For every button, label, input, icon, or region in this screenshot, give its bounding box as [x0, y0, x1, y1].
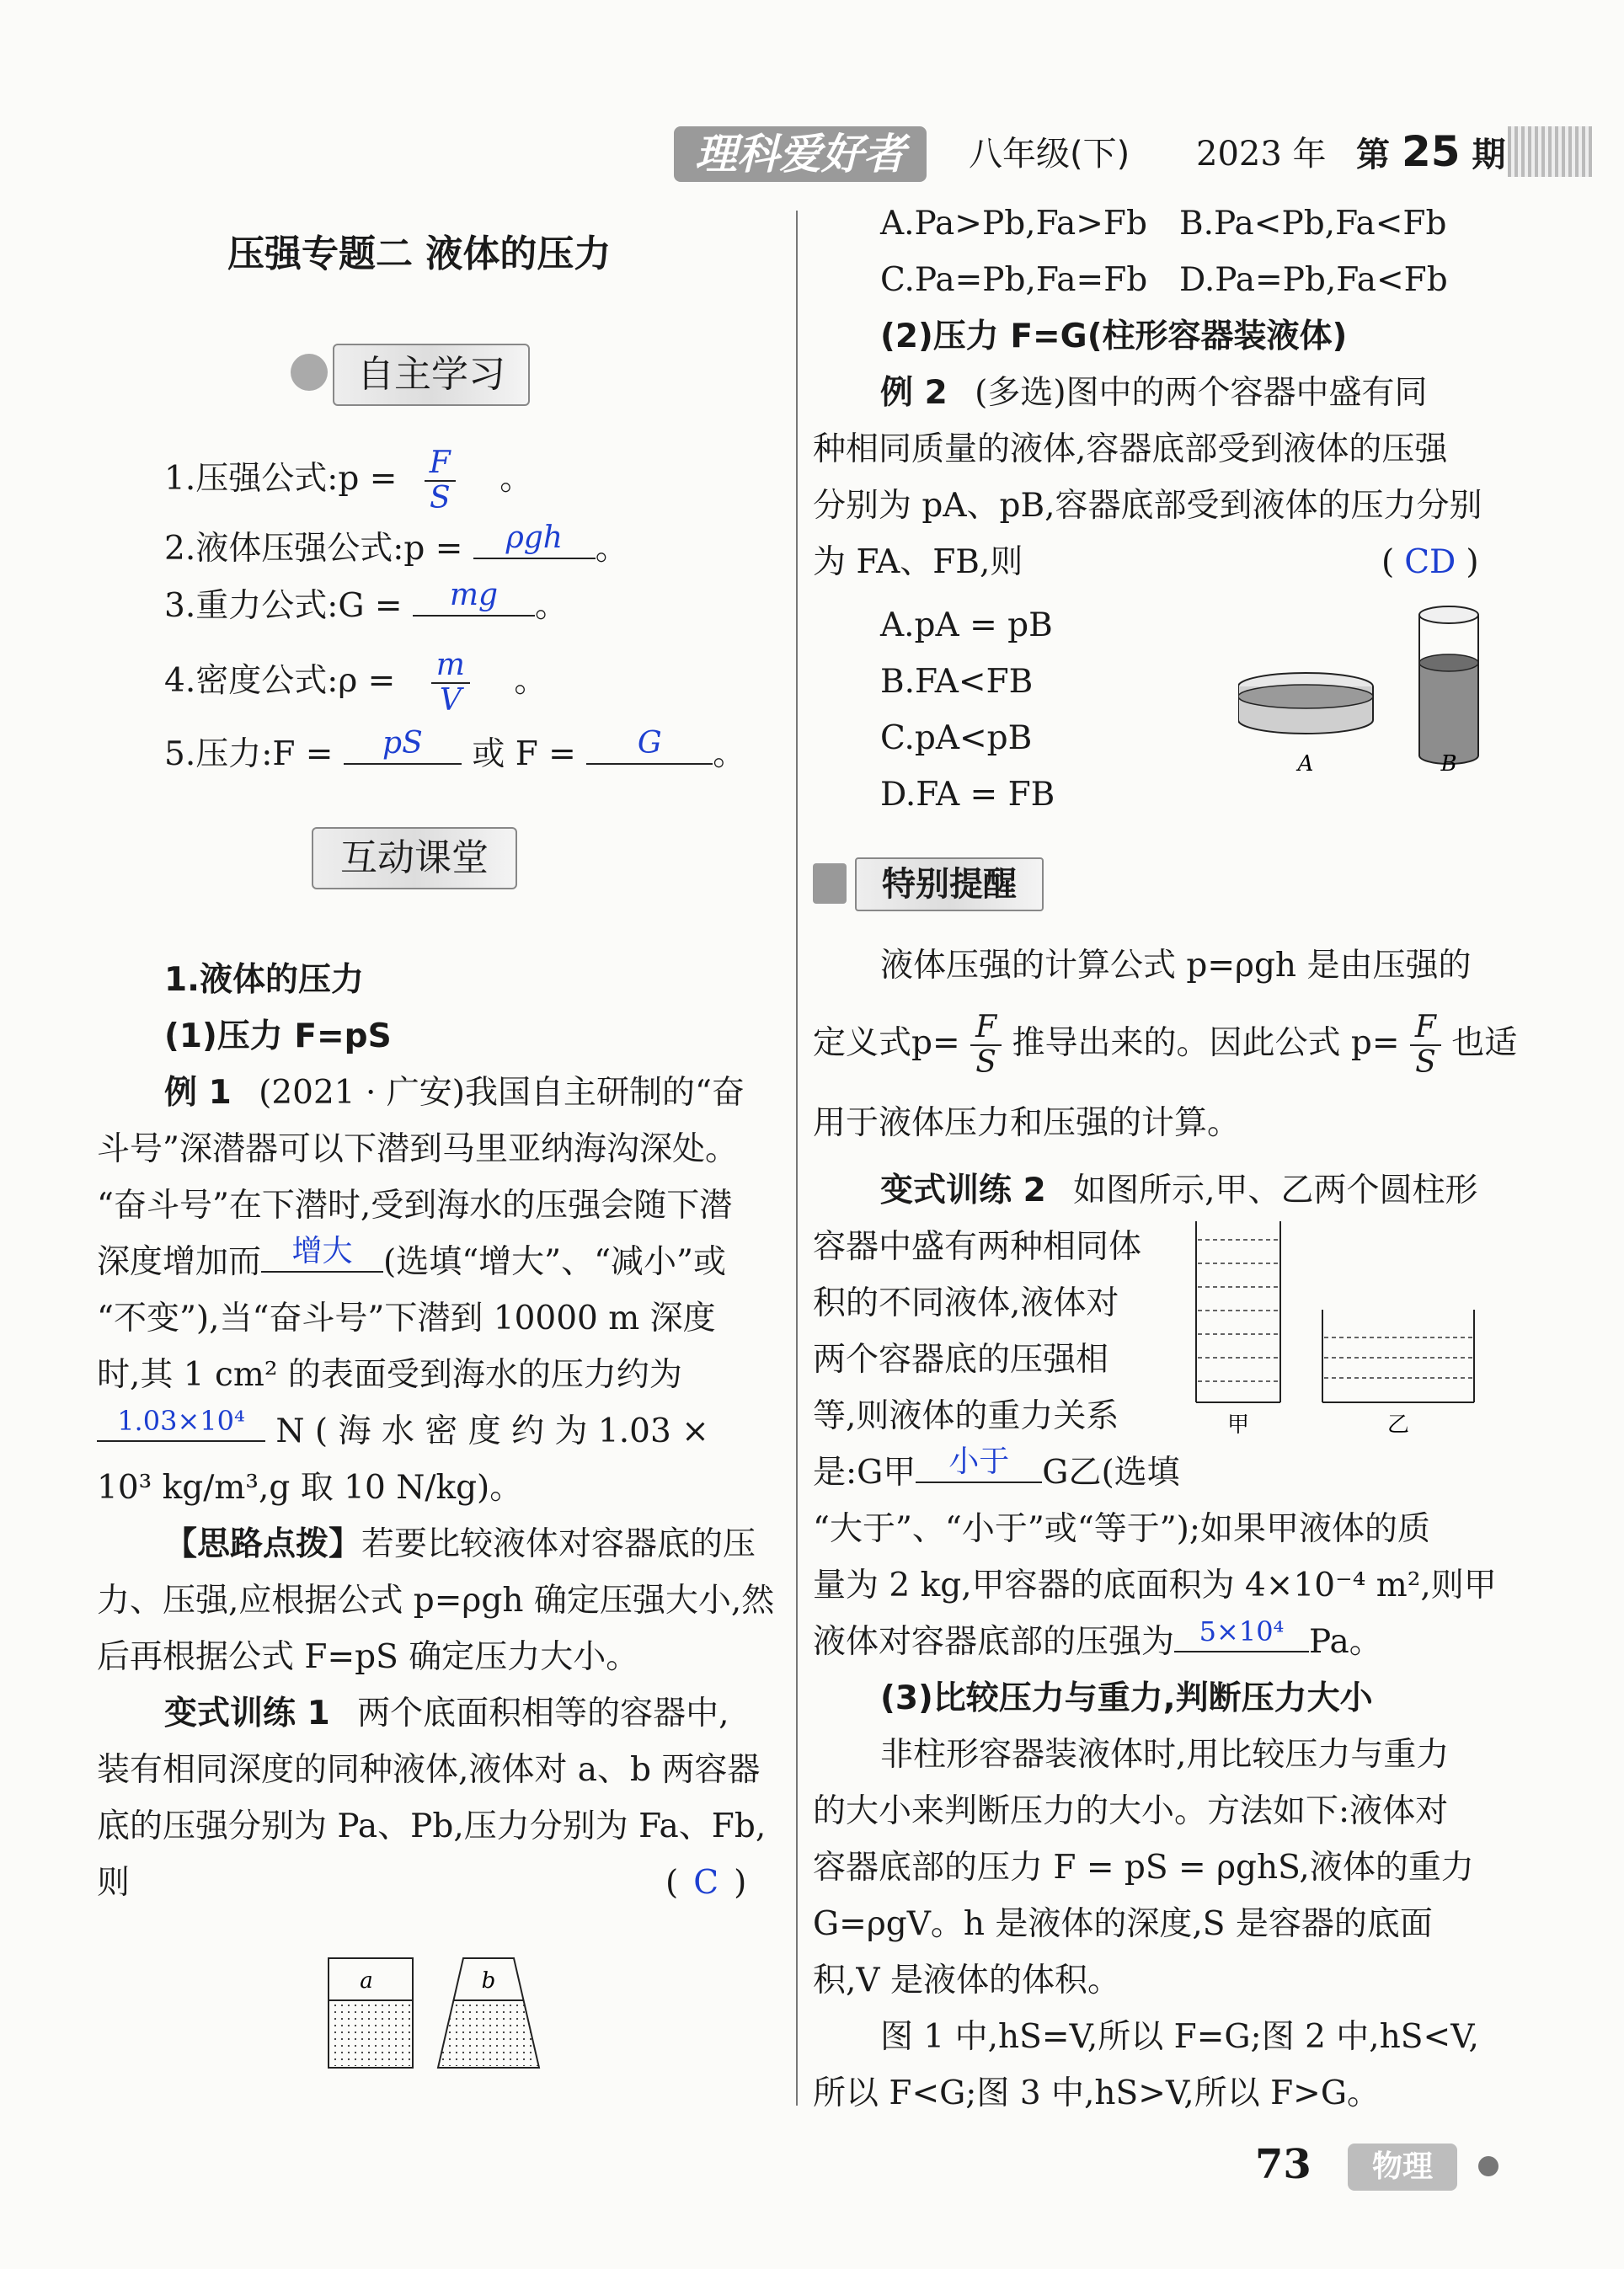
variant-2-line3: 积的不同液体,液体对	[813, 1284, 1119, 1322]
label-b: b	[481, 1968, 496, 1994]
issue-prefix: 第	[1356, 136, 1390, 174]
issue-number: 25	[1401, 127, 1461, 176]
option-1b: B.Pa<Pb,Fa<Fb	[1179, 205, 1447, 243]
page-title: 压强专题二 液体的压力	[227, 232, 612, 275]
example-2-line3: 分别为 pA、pB,容器底部受到液体的压力分别	[813, 487, 1482, 525]
variant-2-line9: 液体对容器底部的压强为 $^{5\times 10^4}$ Pa。	[813, 1615, 1382, 1661]
example-2-option-c: C.pA<pB	[880, 719, 1033, 757]
example-2-line2: 种相同质量的液体,容器底部受到液体的压强	[813, 430, 1448, 468]
variant-1-line2: 装有相同深度的同种液体,液体对 a、b 两容器	[97, 1751, 761, 1789]
example-2-line4: 为 FA、FB,则	[813, 543, 1023, 581]
header-grade: 八年级(下)	[969, 135, 1130, 174]
hint-line3: 后再根据公式 F=pS 确定压力大小。	[97, 1638, 639, 1676]
special-line2: 定义式p= $\frac{F}{S}$ 推导出来的。因此公式 p= $\frac{F}{S}$ 也适	[813, 1010, 1518, 1080]
hint-line2: 力、压强,应根据公式 p=ρgh 确定压强大小,然	[97, 1582, 775, 1620]
special-note-banner: 特别提醒	[855, 857, 1044, 911]
section-banner-interactive: 互动课堂	[312, 827, 517, 889]
option-1d: D.Pa=Pb,Fa<Fb	[1179, 261, 1448, 299]
example-1-line4: 深度增加而 增大 (选填“增大”、“减小”或	[97, 1234, 726, 1281]
example-1-line7: $^{1.03\times 10^4}$ N ( 海 水 密 度 约 为 1.03 ×	[97, 1403, 709, 1460]
formula-1: 1.压强公式:p = $\frac{F}{S}$ 。	[164, 446, 533, 515]
variant-1-line4: 则	[97, 1864, 131, 1902]
variant-1-line3: 底的压强分别为 Pa、Pb,压力分别为 Fa、Fb,	[97, 1807, 767, 1845]
subject-badge: 物理	[1348, 2144, 1457, 2191]
subheading-compare: (3)比较压力与重力,判断压力大小	[880, 1679, 1373, 1717]
variant-1-answer: ( C )	[665, 1864, 747, 1902]
variant-2-line8: 量为 2 kg,甲容器的底面积为 4×10⁻⁴ m²,则甲	[813, 1567, 1497, 1604]
example-2-option-d: D.FA = FB	[880, 776, 1055, 814]
variant-2-line5: 等,则液体的重力关系	[813, 1397, 1119, 1435]
example-1-line2: 斗号”深潜器可以下潜到马里亚纳海沟深处。	[97, 1130, 738, 1168]
para3-line4: G=ρgV。h 是液体的深度,S 是容器的底面	[813, 1905, 1433, 1943]
special-line1: 液体压强的计算公式 p=ρgh 是由压强的	[880, 947, 1472, 985]
variant-2: 变式训练 2 如图所示,甲、乙两个圆柱形	[880, 1172, 1478, 1209]
example-2-option-b: B.FA<FB	[880, 663, 1034, 701]
brand-logo: 理科爱好者	[674, 126, 927, 182]
section-banner-self-study: 自主学习	[333, 344, 530, 406]
para3-line3: 容器底部的压力 F = pS = ρghS,液体的重力	[813, 1849, 1474, 1887]
special-frac-2: $\frac{F}{S}$	[1410, 1011, 1441, 1080]
figure-containers-ab	[320, 1950, 564, 2076]
figure-containers-jia-yi	[1188, 1213, 1491, 1440]
label-a: a	[360, 1968, 373, 1994]
special-line3: 用于液体压力和压强的计算。	[813, 1104, 1241, 1142]
example-1-line5: “不变”),当“奋斗号”下潜到 10000 m 深度	[97, 1300, 716, 1337]
variant-2-line7: “大于”、“小于”或“等于”);如果甲液体的质	[813, 1510, 1430, 1548]
formula-1-answer: $\frac{F}{S}$	[425, 446, 456, 515]
variant-2-line4: 两个容器底的压强相	[813, 1341, 1109, 1379]
formula-4: 4.密度公式:ρ = $\frac{m}{V}$ 。	[164, 648, 548, 718]
banner-icon	[291, 354, 328, 391]
label-B: B	[1440, 751, 1457, 777]
formula-2: 2.液体压强公式:p = ρgh 。	[164, 521, 628, 568]
label-A: A	[1297, 751, 1314, 777]
formula-3: 3.重力公式:G = mg 。	[164, 578, 569, 625]
para3-line5: 积,V 是液体的体积。	[813, 1962, 1120, 1999]
header-year: 2023 年	[1196, 135, 1327, 174]
label-yi: 乙	[1386, 1412, 1410, 1438]
example-1-line3: “奋斗号”在下潜时,受到海水的压强会随下潜	[97, 1187, 733, 1225]
para3-line1: 非柱形容器装液体时,用比较压力与重力	[880, 1736, 1450, 1774]
variant-2-line6: 是:G甲 小于 G乙(选填	[813, 1444, 1180, 1492]
special-frac-1: $\frac{F}{S}$	[970, 1011, 1002, 1080]
special-note-icon	[813, 863, 847, 904]
example-1-line8: 10³ kg/m³,g 取 10 N/kg)。	[97, 1469, 523, 1507]
footer-dot	[1478, 2156, 1498, 2176]
formula-4-answer: $\frac{m}{V}$	[431, 649, 470, 718]
example-1-line6: 时,其 1 cm² 的表面受到海水的压力约为	[97, 1356, 682, 1394]
example-2-answer: ( CD )	[1381, 543, 1479, 581]
header-issue	[1356, 121, 1505, 185]
header-stripes	[1508, 126, 1592, 177]
variant-1: 变式训练 1 两个底面积相等的容器中,	[164, 1695, 729, 1732]
liquid-b	[439, 2000, 538, 2066]
subheading-f-ps: (1)压力 F=pS	[164, 1017, 392, 1055]
label-jia: 甲	[1226, 1412, 1250, 1438]
column-divider	[796, 211, 798, 2106]
example-2-option-a: A.pA = pB	[880, 606, 1053, 644]
example-2: 例 2 (多选)图中的两个容器中盛有同	[880, 374, 1428, 412]
variant-2-line2: 容器中盛有两种相同体	[813, 1228, 1142, 1266]
para3-line6: 图 1 中,hS=V,所以 F=G;图 2 中,hS<V,	[880, 2018, 1479, 2056]
page-number: 73	[1255, 2141, 1311, 2188]
option-1a: A.Pa>Pb,Fa>Fb	[880, 205, 1147, 243]
heading-liquid-pressure: 1.液体的压力	[164, 961, 364, 999]
example-1: 例 1 (2021 · 广安)我国自主研制的“奋	[164, 1074, 745, 1112]
subheading-f-g: (2)压力 F=G(柱形容器装液体)	[880, 318, 1348, 355]
formula-5: 5.压力:F = pS 或 F = G 。	[164, 726, 746, 773]
hint-paragraph: 【思路点拨】若要比较液体对容器底的压	[164, 1525, 756, 1563]
issue-suffix: 期	[1472, 136, 1506, 174]
para3-line2: 的大小来判断压力的大小。方法如下:液体对	[813, 1792, 1449, 1830]
option-1c: C.Pa=Pb,Fa=Fb	[880, 261, 1148, 299]
figure-containers-AB	[1238, 602, 1499, 783]
liquid-a	[330, 2000, 411, 2066]
para3-line7: 所以 F<G;图 3 中,hS>V,所以 F>G。	[813, 2074, 1380, 2112]
